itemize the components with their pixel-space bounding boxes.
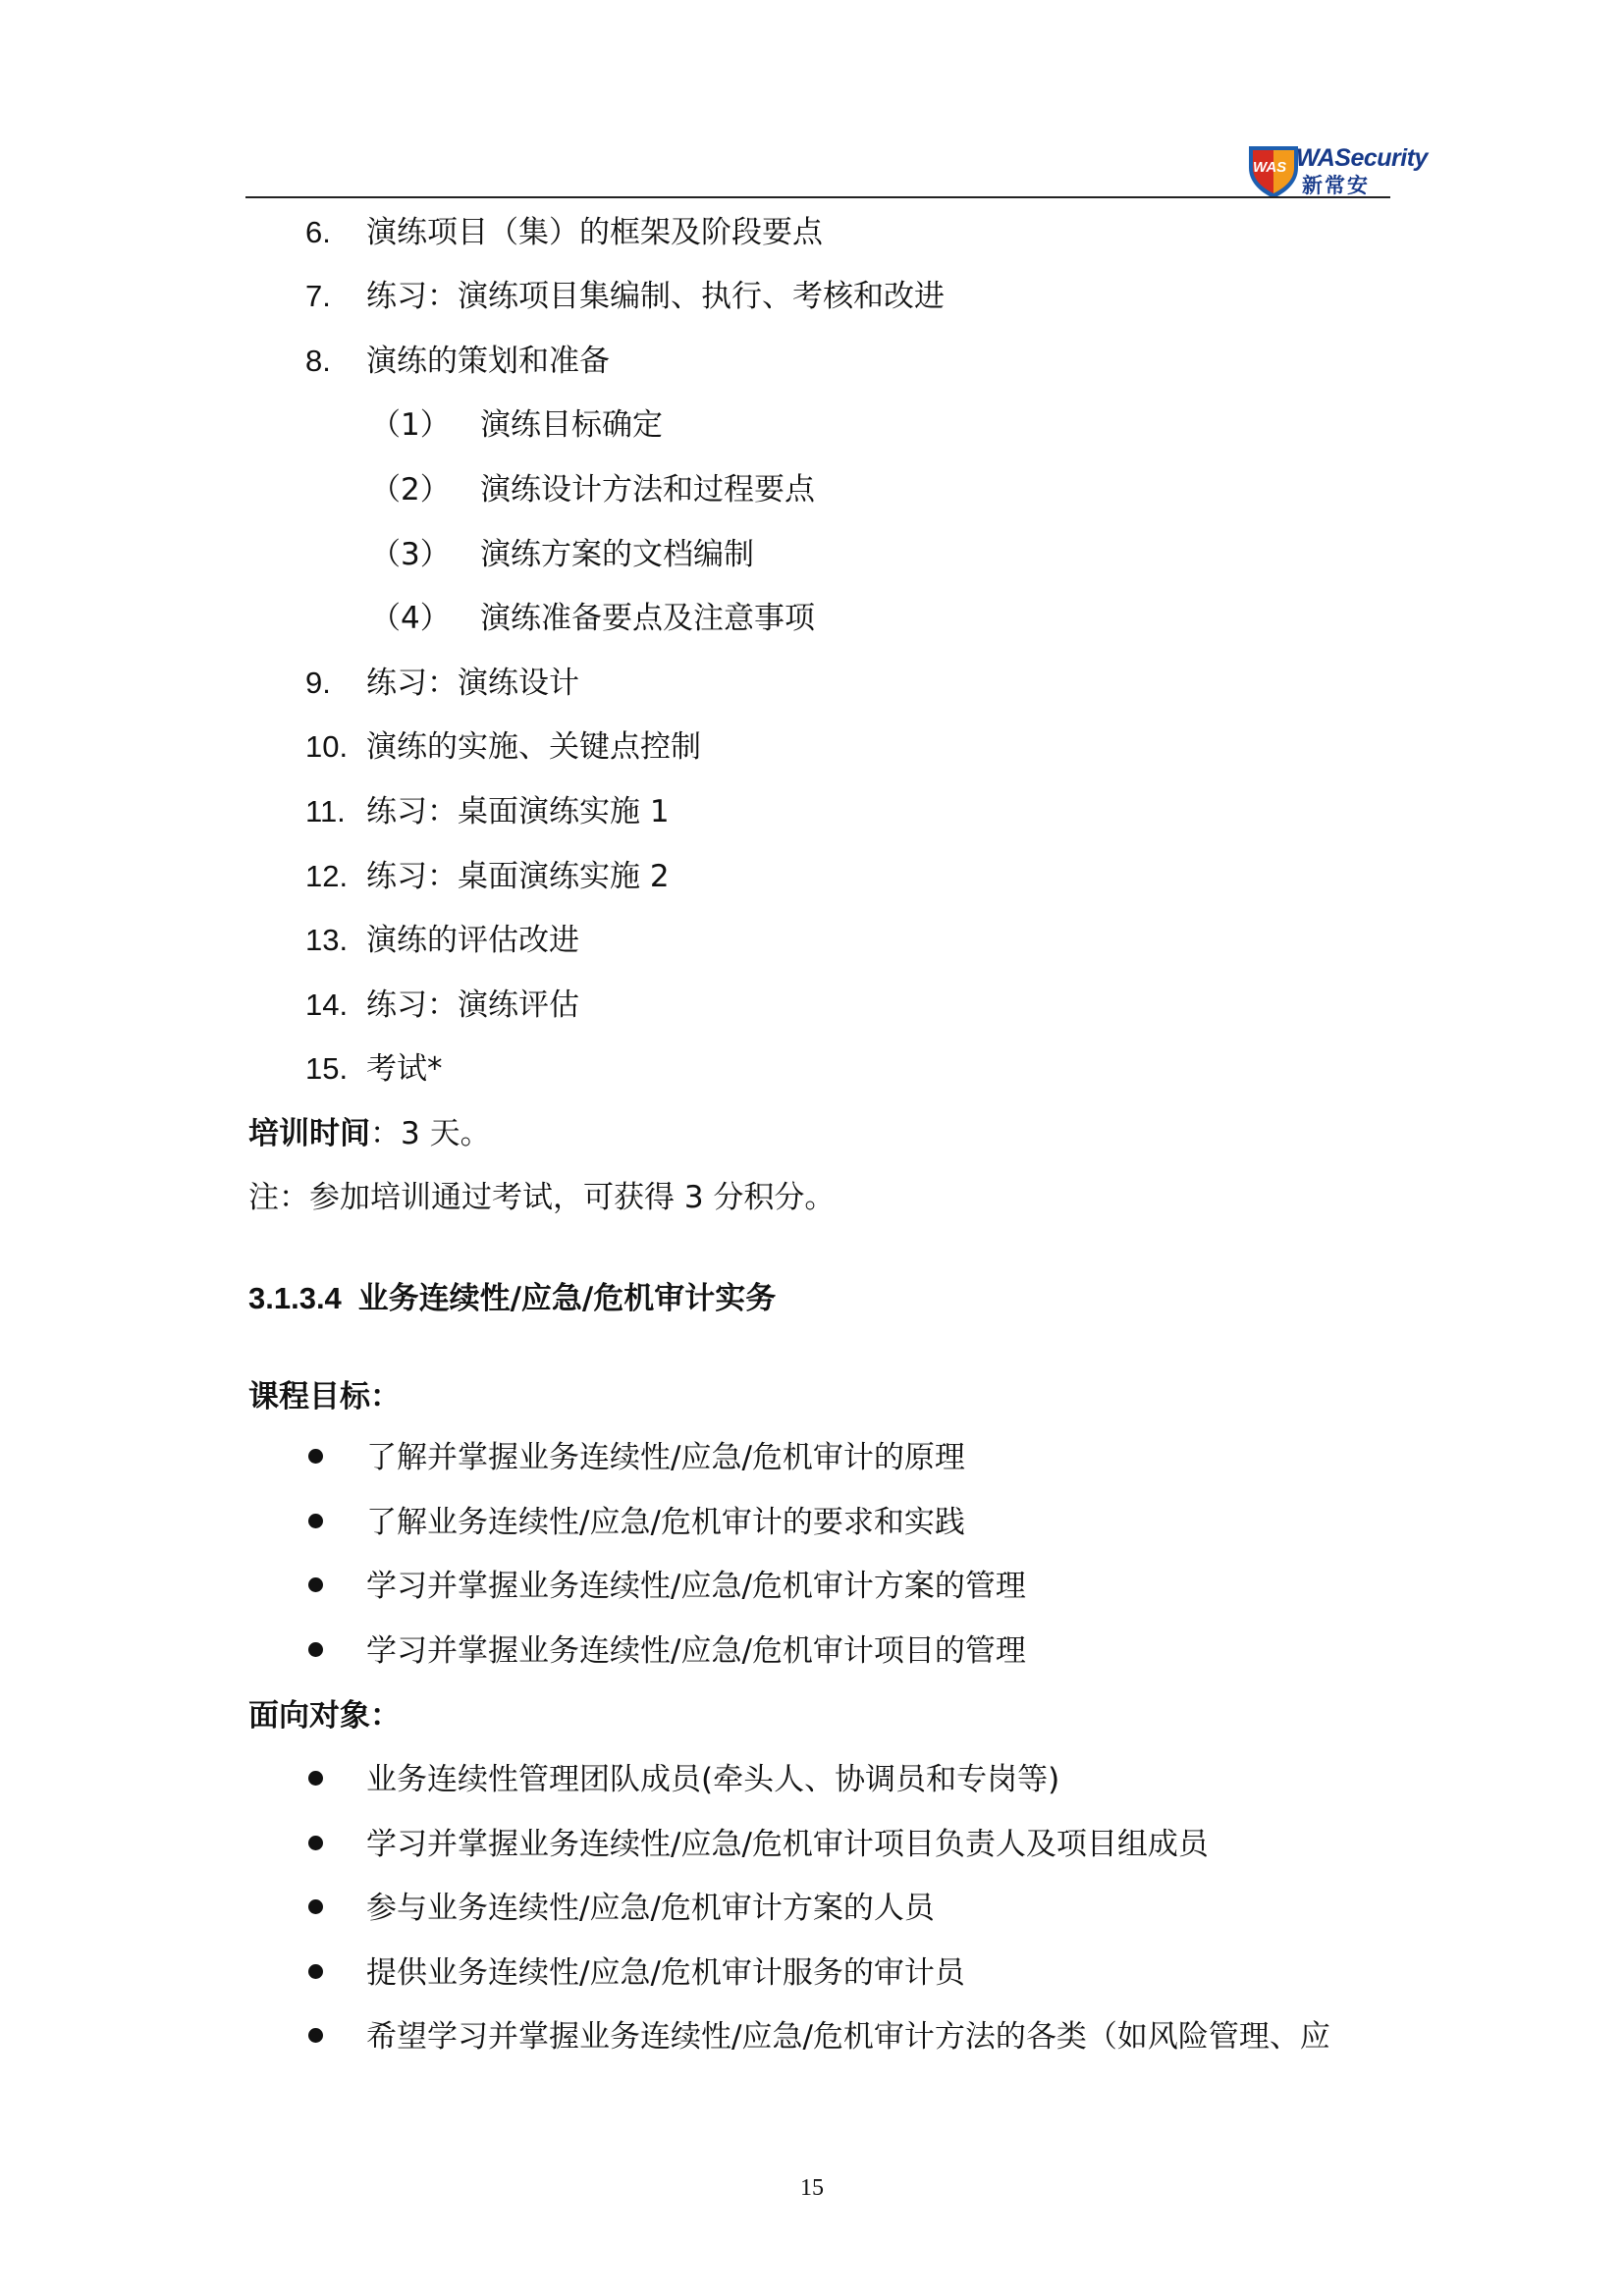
list-item-number: 9. bbox=[305, 666, 331, 700]
company-logo bbox=[1245, 142, 1428, 199]
sub-item-text: 演练方案的文档编制 bbox=[480, 537, 754, 572]
bullet-icon bbox=[308, 1449, 323, 1464]
bullet-icon bbox=[308, 1964, 323, 1979]
logo-text: WASecurity bbox=[1296, 144, 1428, 172]
bullet-icon bbox=[308, 2028, 323, 2043]
svg-text:WAS: WAS bbox=[1253, 159, 1287, 176]
sub-item-number: （4） bbox=[370, 601, 451, 636]
sub-item-text: 演练准备要点及注意事项 bbox=[480, 601, 815, 636]
audience-text: 业务连续性管理团队成员(牵头人、协调员和专岗等) bbox=[366, 1762, 1060, 1797]
page-number: 15 bbox=[800, 2175, 824, 2201]
list-item-number: 13. bbox=[305, 923, 349, 957]
list-item-number: 10. bbox=[305, 729, 349, 764]
training-time bbox=[248, 1114, 491, 1153]
training-time-label: 培训时间 bbox=[248, 1116, 370, 1151]
list-item-number: 11. bbox=[305, 794, 346, 828]
section-title: 业务连续性/应急/危机审计实务 bbox=[357, 1281, 777, 1316]
sub-item-text: 演练目标确定 bbox=[480, 407, 663, 443]
header-divider bbox=[245, 196, 1390, 198]
objective-text: 学习并掌握业务连续性/应急/危机审计项目的管理 bbox=[366, 1633, 1026, 1669]
list-item-number: 12. bbox=[305, 859, 349, 893]
list-item-text: 演练项目（集）的框架及阶段要点 bbox=[366, 215, 823, 250]
list-item-text: 练习：演练项目集编制、执行、考核和改进 bbox=[366, 279, 945, 314]
list-item-text: 演练的评估改进 bbox=[366, 923, 579, 958]
sub-item-number: （2） bbox=[370, 472, 451, 507]
sub-item-number: （1） bbox=[370, 407, 451, 443]
section-number: 3.1.3.4 bbox=[248, 1281, 342, 1315]
list-item-number: 15. bbox=[305, 1051, 349, 1086]
bullet-icon bbox=[308, 1771, 323, 1786]
audience-label: 面向对象： bbox=[248, 1698, 401, 1734]
bullet-icon bbox=[308, 1642, 323, 1657]
logo-subtext: 新常安 bbox=[1302, 174, 1370, 197]
audience-text: 学习并掌握业务连续性/应急/危机审计项目负责人及项目组成员 bbox=[366, 1827, 1209, 1862]
bullet-icon bbox=[308, 1836, 323, 1850]
shield-logo-icon bbox=[1245, 142, 1304, 199]
list-item-text: 演练的实施、关键点控制 bbox=[366, 729, 701, 765]
list-item-number: 7. bbox=[305, 279, 331, 313]
objective-text: 学习并掌握业务连续性/应急/危机审计方案的管理 bbox=[366, 1569, 1026, 1604]
list-item-number: 8. bbox=[305, 344, 331, 378]
list-item-number: 6. bbox=[305, 215, 331, 249]
bullet-icon bbox=[308, 1577, 323, 1592]
list-item-text: 练习：演练设计 bbox=[366, 666, 579, 701]
list-item-number: 14. bbox=[305, 988, 349, 1022]
list-item-text: 练习：桌面演练实施 1 bbox=[366, 794, 670, 829]
objective-text: 了解业务连续性/应急/危机审计的要求和实践 bbox=[366, 1505, 965, 1540]
list-item-text: 练习：桌面演练实施 2 bbox=[366, 859, 670, 894]
list-item-text: 练习：演练评估 bbox=[366, 988, 579, 1023]
objectives-label: 课程目标： bbox=[248, 1379, 401, 1415]
objective-text: 了解并掌握业务连续性/应急/危机审计的原理 bbox=[366, 1440, 965, 1475]
training-time-value: ：3 天。 bbox=[370, 1116, 491, 1151]
list-item-text: 演练的策划和准备 bbox=[366, 344, 610, 379]
section-heading bbox=[248, 1279, 776, 1318]
list-item-text: 考试* bbox=[366, 1051, 443, 1087]
bullet-icon bbox=[308, 1899, 323, 1914]
audience-text: 提供业务连续性/应急/危机审计服务的审计员 bbox=[366, 1955, 965, 1991]
sub-item-text: 演练设计方法和过程要点 bbox=[480, 472, 815, 507]
note-text: 注：参加培训通过考试，可获得 3 分积分。 bbox=[248, 1180, 836, 1215]
audience-text: 希望学习并掌握业务连续性/应急/危机审计方法的各类（如风险管理、应 bbox=[366, 2019, 1330, 2055]
sub-item-number: （3） bbox=[370, 537, 451, 572]
bullet-icon bbox=[308, 1514, 323, 1528]
audience-text: 参与业务连续性/应急/危机审计方案的人员 bbox=[366, 1891, 935, 1926]
